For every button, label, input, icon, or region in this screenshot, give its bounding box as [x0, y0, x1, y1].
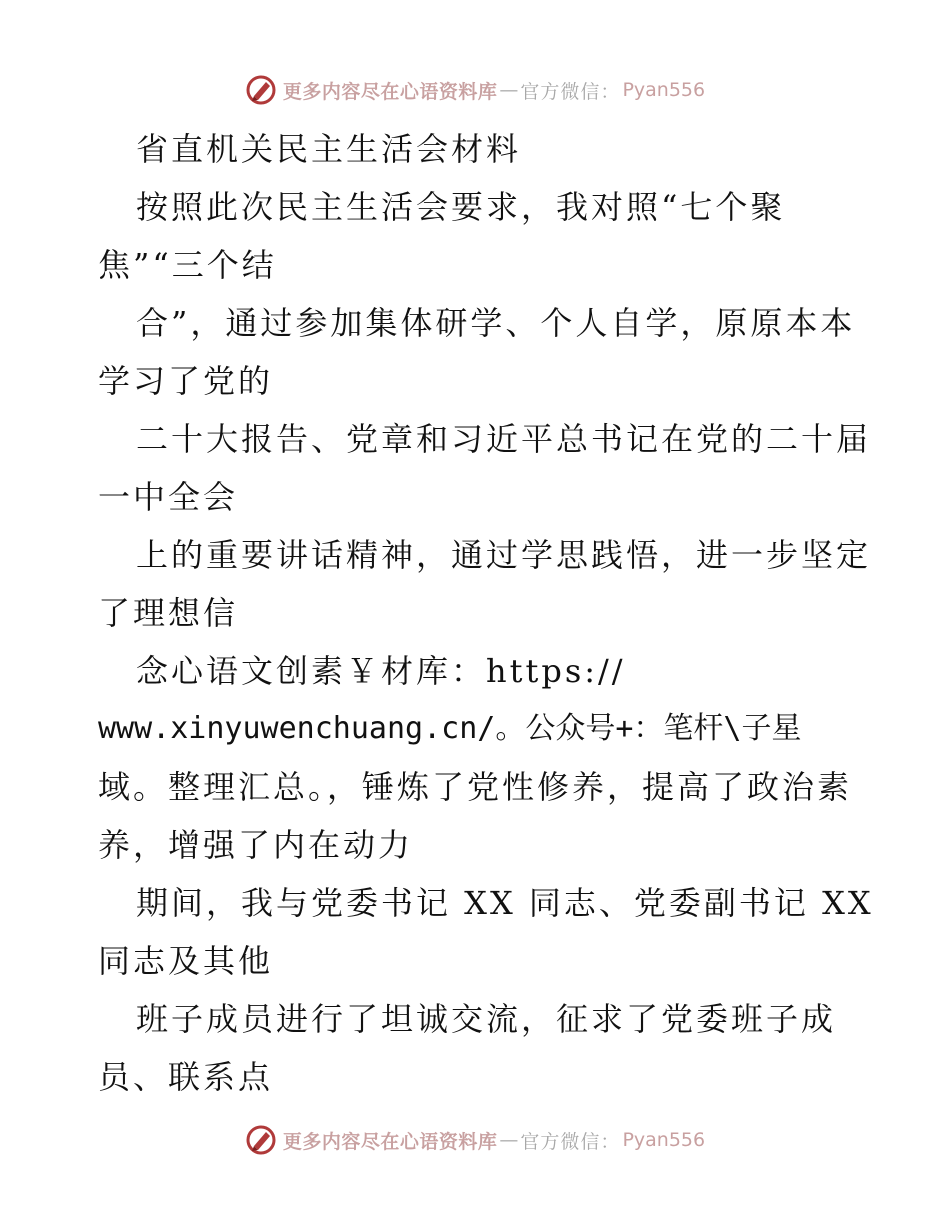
document-title: 省直机关民主生活会材料 [136, 130, 522, 168]
paragraph-line: 学习了党的 [98, 362, 274, 400]
watermark-wechat-id: Pyan556 [622, 1129, 706, 1151]
document-body [98, 120, 874, 1106]
paragraph-line: 养，增强了内在动力 [98, 826, 414, 864]
watermark-main-text: 更多内容尽在心语资料库 [282, 1130, 498, 1153]
paragraph-line: 合”，通过参加集体研学、个人自学，原原本本 [136, 304, 856, 342]
paragraph-line: 焦”“三个结 [98, 246, 277, 284]
paragraph-line: 员、联系点 [98, 1058, 274, 1096]
paragraph-line: 一中全会 [98, 478, 239, 516]
paragraph-line: 同志及其他 [98, 942, 274, 980]
footer-watermark [0, 1120, 950, 1160]
paragraph-line: 二十大报告、党章和习近平总书记在党的二十届 [136, 420, 872, 458]
header-watermark [0, 70, 950, 110]
watermark-dash: — [499, 79, 519, 101]
paragraph-line: 念心语文创素￥材库：https:// [136, 652, 626, 690]
paragraph-line: 了理想信 [98, 594, 239, 632]
url-line: www.xinyuwenchuang.cn/。公众号+：笔杆\子星 [98, 711, 802, 746]
watermark-sub-text: 官方微信： [520, 80, 621, 103]
pen-logo-icon [245, 1124, 277, 1156]
paragraph-line: 班子成员进行了坦诚交流，征求了党委班子成 [136, 1000, 837, 1038]
paragraph-line: 上的重要讲话精神，通过学思践悟，进一步坚定 [136, 536, 872, 574]
watermark-main-text: 更多内容尽在心语资料库 [282, 80, 498, 103]
paragraph-line: 域。整理汇总。，锤炼了党性修养，提高了政治素 [98, 768, 853, 806]
paragraph-line: 按照此次民主生活会要求，我对照“七个聚 [136, 188, 786, 226]
pen-logo-icon [245, 74, 277, 106]
watermark-wechat-id: Pyan556 [622, 79, 706, 101]
watermark-sub-text: 官方微信： [520, 1130, 621, 1153]
watermark-dash: — [499, 1129, 519, 1151]
paragraph-line: 期间，我与党委书记 XX 同志、党委副书记 XX [136, 884, 874, 922]
